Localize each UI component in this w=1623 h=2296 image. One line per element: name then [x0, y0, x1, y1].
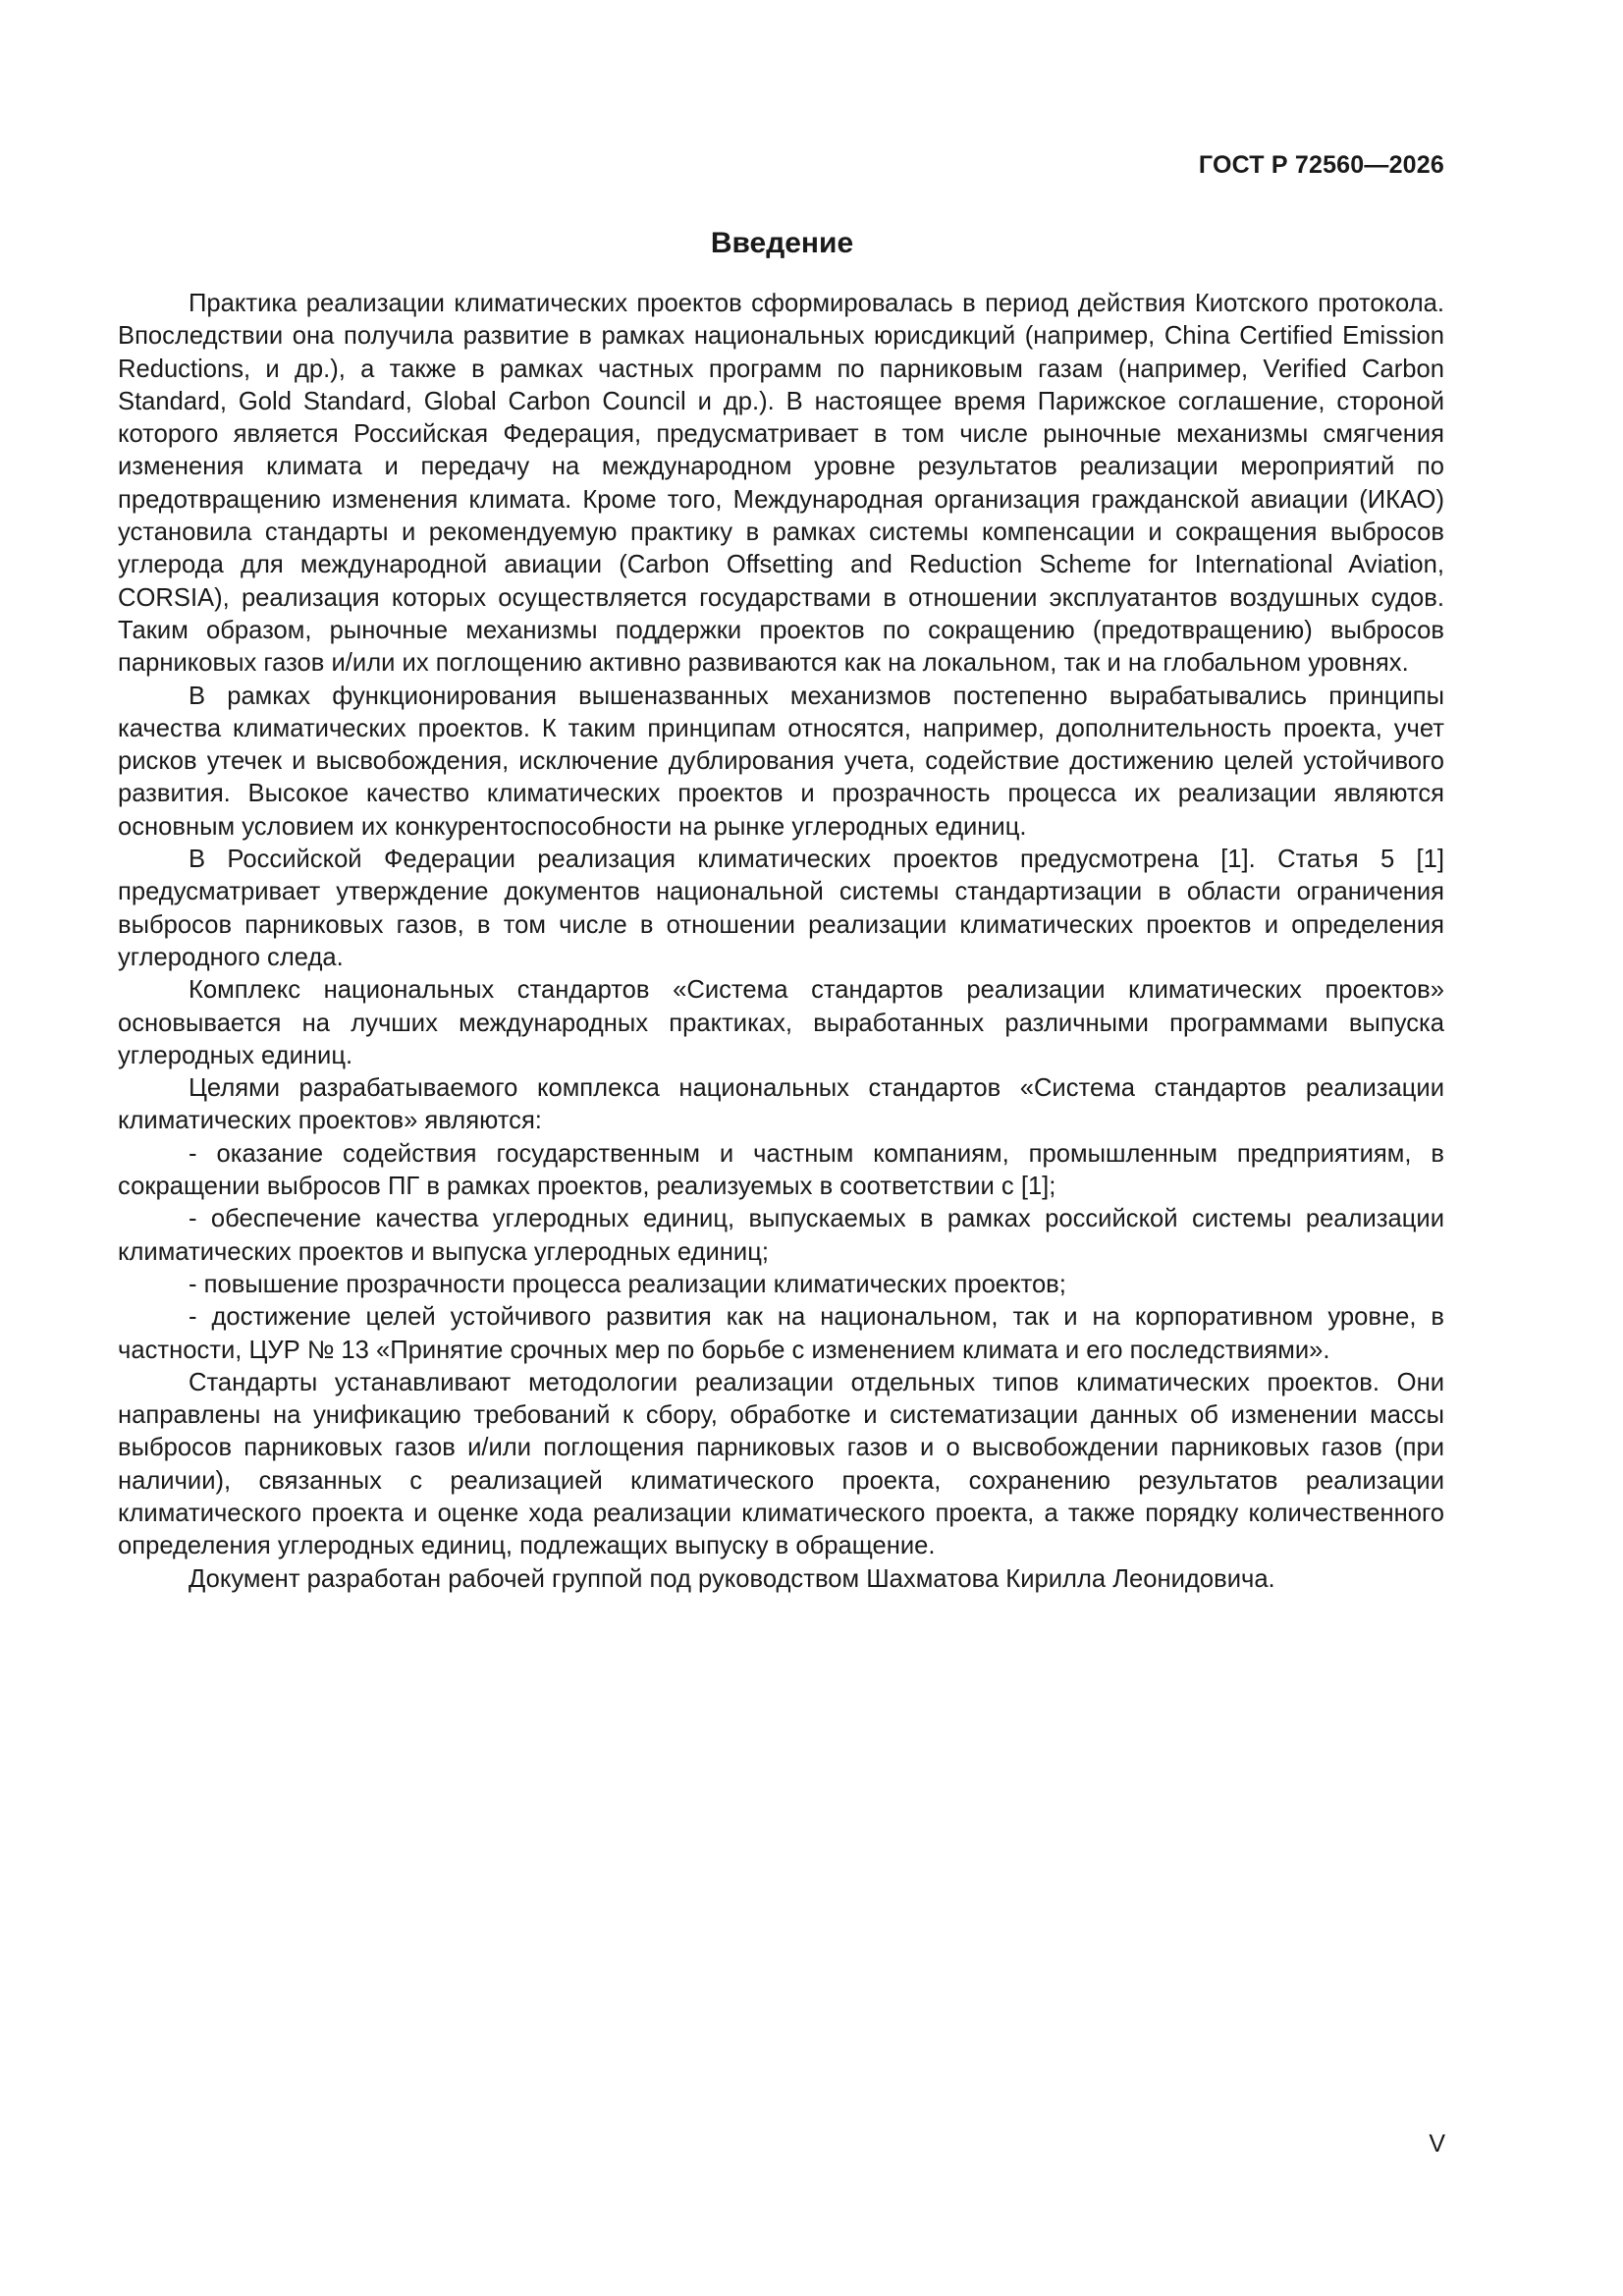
paragraph-standards-complex: Комплекс национальных стандартов «Система стандартов реализации климатических проектов» основывается на лучших международных практиках, выработанных различными программами выпуска углеродных единиц.: [118, 976, 1444, 1069]
page-number: V: [1429, 2130, 1445, 2158]
list-item-goal: - повышение прозрачности процесса реализации климатических проектов;: [189, 1270, 1066, 1298]
list-item-goal: - достижение целей устойчивого развития как на национальном, так и на корпоративном уровне, в частности, ЦУР № 13 «Принятие срочных мер по борьбе с изменением климата и его последствиями».: [118, 1303, 1444, 1364]
document-body: [118, 288, 1444, 1596]
paragraph-methodologies: Стандарты устанавливают методологии реализации отдельных типов климатических проектов. Они направлены на унификацию требований к сбору, обработке и систематизации данных об изменении массы выбросов парниковых газов и/или поглощения парниковых газов и о высвобождении парниковых газов (при наличии), связанных с реализацией климатического проекта, сохранению результатов реализации климатического проекта и оценке хода реализации климатического проекта, а также порядку количественного определения углеродных единиц, подлежащих выпуску в обращение.: [118, 1368, 1444, 1560]
paragraph-principles: В рамках функционирования вышеназванных механизмов постепенно вырабатывались принципы качества климатических проектов. К таким принципам относятся, например, дополнительность проекта, учет рисков утечек и высвобождения, исключение дублирования учета, содействие достижению целей устойчивого развития. Высокое качество климатических проектов и прозрачность процесса их реализации являются основным условием их конкурентоспособности на рынке углеродных единиц.: [118, 682, 1444, 841]
document-code: ГОСТ Р 72560—2026: [1198, 151, 1444, 179]
list-item-goal: - оказание содействия государственным и частным компаниям, промышленным предприятиям, в сокращении выбросов ПГ в рамках проектов, реализуемых в соответствии с [1];: [118, 1139, 1444, 1201]
section-title: Введение: [710, 227, 854, 259]
paragraph-intro: Практика реализации климатических проектов сформировалась в период действия Киотского протокола. Впоследствии она получила развитие в рамках национальных юрисдикций (например, China Certified Emission Reductions, и др.), а также в рамках частных программ по парниковым газам (например, Verified Carbon Standard, Gold Standard, Global Carbon Council и др.). В настоящее время Парижское соглашение, стороной которого является Российская Федерация, предусматривает в том числе рыночные механизмы смягчения изменения климата и передачу на международном уровне результатов реализации мероприятий по предотвращению изменения климата. Кроме того, Международная организация гражданской авиации (ИКАО) установила стандарты и рекомендуемую практику в рамках системы компенсации и сокращения выбросов углерода для международной авиации (Carbon Offsetting and Reduction Scheme for International Aviation, CORSIA), реализация которых осуществляется государствами в отношении эксплуатантов воздушных судов. Таким образом, рыночные механизмы поддержки проектов по сокращению (предотвращению) выбросов парниковых газов и/или их поглощению активно развиваются как на локальном, так и на глобальном уровнях.: [118, 290, 1444, 678]
list-item-goal: - обеспечение качества углеродных единиц, выпускаемых в рамках российской системы реализации климатических проектов и выпуска углеродных единиц;: [118, 1205, 1444, 1266]
paragraph-authorship: Документ разработан рабочей группой под руководством Шахматова Кирилла Леонидовича.: [189, 1564, 1275, 1593]
paragraph-russian-federation: В Российской Федерации реализация климатических проектов предусмотрена [1]. Статья 5 [1] предусматривает утверждение документов национальной системы стандартизации в области ограничения выбросов парниковых газов, в том числе в отношении реализации климатических проектов и определения углеродного следа.: [118, 846, 1444, 971]
paragraph-goals-intro: Целями разрабатываемого комплекса национальных стандартов «Система стандартов реализации климатических проектов» являются:: [118, 1074, 1444, 1135]
